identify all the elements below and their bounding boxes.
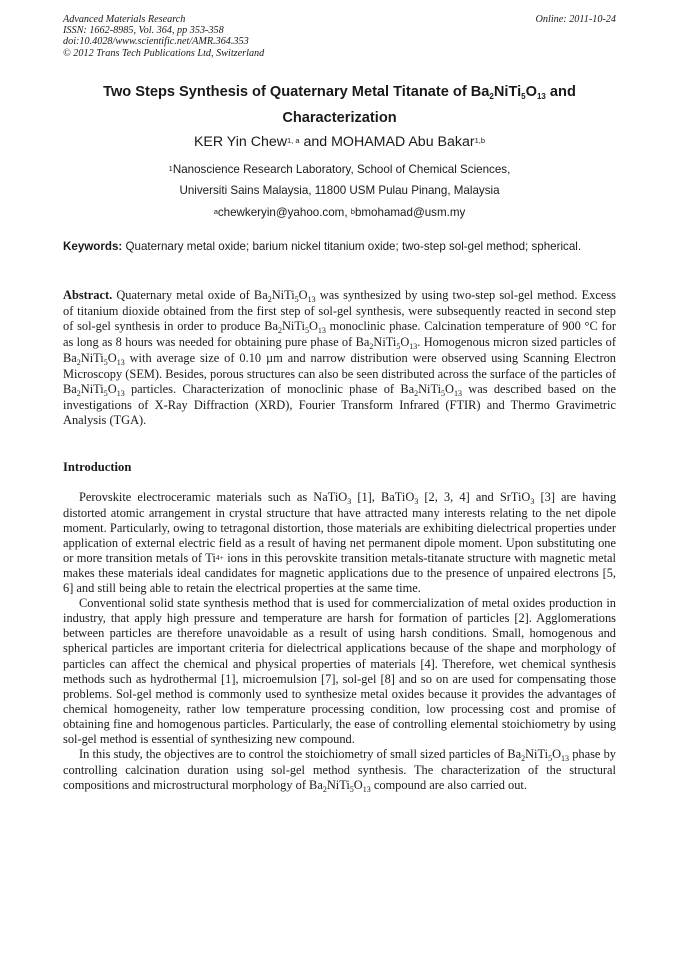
intro-paragraph-1: Perovskite electroceramic materials such as NaTiO$_3$ [1], BaTiO$_3$ [2, 3, 4] and SrTiO$_3$ [3] are having distorted atomic arrangement in crystal structure that have attracted many interests relating to the net dipole moment. Particularly, owing to tetragonal distortion, those materials are exhibiting dielectrical properties under application of external electric field as a result of having net permanent dipole moment. Upon substituting one or more transition metals of $Ti^{4+}$ ions in this perovskite transition metals-titanate structure with magnetic metal makes these materials ideal candidates for magnetic applications due to the presence of unpaired electrons [5, 6] and still being able to retain the electrical properties at the same time. (63, 490, 617, 596)
copyright-line: © 2012 Trans Tech Publications Ltd, Switzerland (63, 47, 265, 59)
section-heading-introduction: Introduction (63, 460, 132, 474)
abstract: Abstract. Quaternary metal oxide of $Ba_2NiTi_5O_{13}$ was synthesized by using two-step sol-gel method. Excess of titanium dioxide obtained from the first step of sol-gel synthesis, were subsequently reacted in second step of sol-gel synthesis in order to produce $Ba_2NiTi_5O_{13}$ monoclinic phase. Calcination temperature of 900 °C for as long as 8 hours was needed for obtaining pure phase of $Ba_2NiTi_5O_{13}$. Homogenous micron sized particles of $Ba_2NiTi_5O_{13}$ with average size of 0.10 µm and narrow distribution were observed using Scanning Electron Microscopy (SEM). Besides, porous structures can also be seen distributed across the surface of the particles of $Ba_2NiTi_5O_{13}$ particles. Characterization of monoclinic phase of $Ba_2NiTi_5O_{13}$ was described based on the investigations of X-Ray Diffraction (XRD), Fourier Transform Infrared (FTIR) and Thermo Gravimetric Analysis (TGA). (63, 288, 617, 428)
paper-title: Two Steps Synthesis of Quaternary Metal Titanate of $Ba_2NiTi_5O_{13}$ and Characterization (103, 84, 576, 126)
title-line-2: Characterization (282, 110, 397, 126)
author-2: MOHAMAD Abu Bakar (331, 134, 475, 150)
affiliation: $^1$Nanoscience Research Laboratory, School of Chemical Sciences, Universiti Sains Malaysia, 11800 USM Pulau Pinang, Malaysia (168, 163, 511, 197)
author-emails: $^a$chewkeryin@yahoo.com, $^b$bmohamad@usm.my (213, 206, 466, 219)
keywords-label: Keywords: (63, 240, 123, 253)
abstract-label: Abstract. (63, 288, 113, 302)
intro-paragraph-3: In this study, the objectives are to control the stoichiometry of small sized particles of $Ba_2NiTi_5O_{13}$ phase by controlling calcination duration using sol-gel method synthesis. The characterization of the structural compositions and microstructural morphology of $Ba_2NiTi_5O_{13}$ compound are also carried out. (63, 746, 616, 794)
author-list: KER Yin Chew$^{1, a}$ and MOHAMAD Abu Bakar$^{1,b}$ (193, 134, 486, 150)
journal-header (63, 14, 616, 59)
issn-line: ISSN: 1662-8985, Vol. 364, pp 353-358 (63, 25, 224, 37)
doi-line: doi:10.4028/www.scientific.net/AMR.364.353 (63, 36, 249, 48)
keywords: Keywords: Quaternary metal oxide; barium nickel titanium oxide; two-step sol-gel method; spherical. (63, 240, 582, 253)
introduction-body (63, 490, 616, 794)
intro-paragraph-2: Conventional solid state synthesis method that is used for commercialization of metal oxides production in industry, that apply high pressure and temperature are harsh for formation of particles [2]. Agglomerations between particles are therefore unavoidable as a result of using harsh conditions. Small, homogenous and spherical particles are important criteria for dielectrical applications because of the shape and morphology of particles can affect the chemical and physical properties of materials [4]. Therefore, wet chemical synthesis methods such as hydrothermal [1], microemulsion [7], sol-gel [8] and so on are used for compensating those problems. Sol-gel method is commonly used to synthesize metal oxides because it provides the advantages of chemical homogeneity, rather low temperature processing condition, low processing cost and promise of obtaining fine and homogenous particles. Particularly, the ease of controlling elemental stoichiometry by using sol-gel method is essential of synthesizing new compound. (63, 596, 616, 746)
email-a[interactable]: chewkeryin@yahoo.com, (217, 206, 351, 219)
journal-name: Advanced Materials Research (63, 14, 186, 25)
author-1: KER Yin Chew (193, 134, 288, 150)
email-b[interactable]: bmohamad@usm.my (354, 206, 466, 219)
online-date: Online: 2011-10-24 (535, 14, 616, 25)
